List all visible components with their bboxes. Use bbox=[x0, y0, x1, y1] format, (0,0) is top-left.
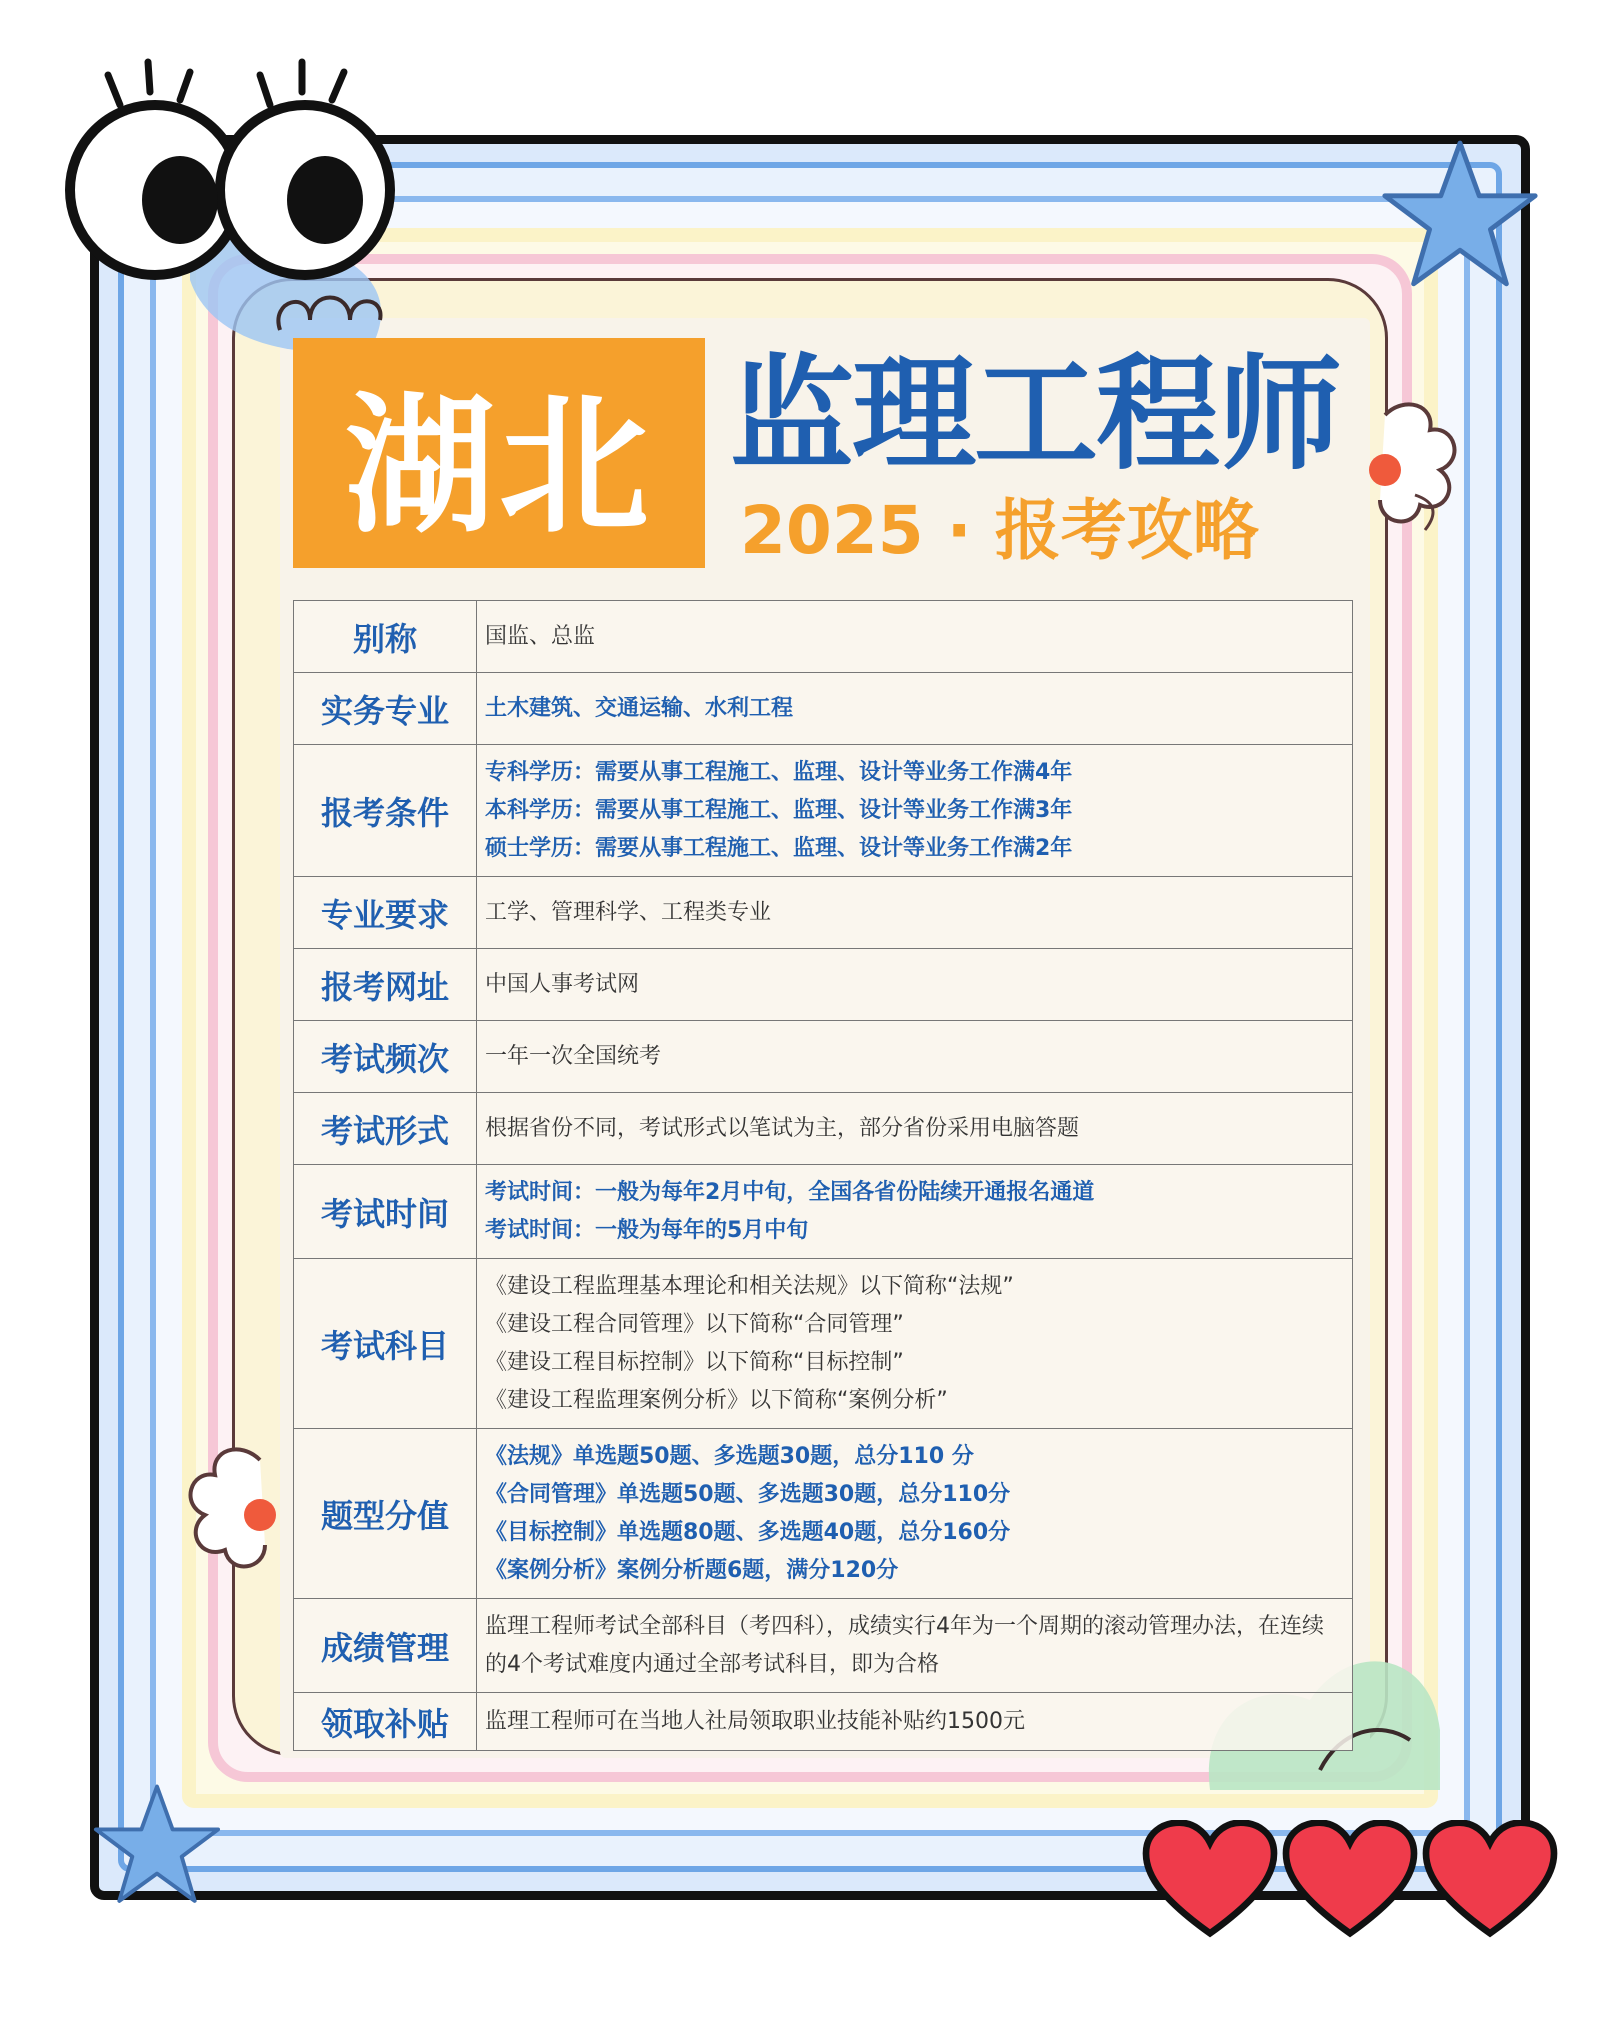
table-row bbox=[294, 949, 1353, 1021]
row-label: 考试科目 bbox=[294, 1259, 477, 1429]
cartoon-eyes-icon bbox=[40, 30, 420, 370]
row-label: 考试形式 bbox=[294, 1093, 477, 1165]
row-value-line: 《法规》单选题50题、多选题30题，总分110 分 bbox=[485, 1443, 974, 1469]
row-label: 考试频次 bbox=[294, 1021, 477, 1093]
table-row bbox=[294, 1165, 1353, 1259]
row-value-line: 《案例分析》案例分析题6题，满分120分 bbox=[485, 1557, 899, 1583]
page-title: 监理工程师 bbox=[730, 343, 1341, 487]
table-row bbox=[294, 1429, 1353, 1599]
row-value bbox=[477, 745, 1353, 877]
row-value-line: 《建设工程目标控制》以下简称“目标控制” bbox=[485, 1349, 904, 1375]
row-value bbox=[477, 673, 1353, 745]
heart-icon bbox=[1140, 1820, 1280, 1940]
info-table bbox=[293, 600, 1353, 1751]
row-value-line: 《目标控制》单选题80题、多选题40题，总分160分 bbox=[485, 1519, 1011, 1545]
row-label: 别称 bbox=[294, 601, 477, 673]
row-value bbox=[477, 877, 1353, 949]
heart-icon bbox=[1280, 1820, 1420, 1940]
flower-icon bbox=[1355, 395, 1465, 535]
row-label: 成绩管理 bbox=[294, 1599, 477, 1693]
row-value bbox=[477, 1599, 1353, 1693]
table-row bbox=[294, 745, 1353, 877]
row-value-line: 考试时间：一般为每年2月中旬，全国各省份陆续开通报名通道 bbox=[485, 1179, 1095, 1205]
row-value-line: 专科学历：需要从事工程施工、监理、设计等业务工作满4年 bbox=[485, 759, 1073, 785]
row-label: 考试时间 bbox=[294, 1165, 477, 1259]
table-row bbox=[294, 1021, 1353, 1093]
row-label: 领取补贴 bbox=[294, 1693, 477, 1751]
row-value-line: 硕士学历：需要从事工程施工、监理、设计等业务工作满2年 bbox=[485, 835, 1073, 861]
table-row bbox=[294, 1599, 1353, 1693]
row-value-line: 国监、总监 bbox=[485, 623, 596, 649]
row-value bbox=[477, 601, 1353, 673]
row-value-line: 《建设工程合同管理》以下简称“合同管理” bbox=[485, 1311, 904, 1337]
row-value bbox=[477, 1093, 1353, 1165]
row-label: 实务专业 bbox=[294, 673, 477, 745]
row-value-line: 监理工程师可在当地人社局领取职业技能补贴约1500元 bbox=[485, 1708, 1025, 1734]
heart-icon bbox=[1420, 1820, 1560, 1940]
row-value-line: 《建设工程监理基本理论和相关法规》以下简称“法规” bbox=[485, 1273, 1014, 1299]
flower-icon bbox=[180, 1440, 290, 1580]
table-row bbox=[294, 673, 1353, 745]
row-value-line: 《合同管理》单选题50题、多选题30题，总分110分 bbox=[485, 1481, 1011, 1507]
row-label: 题型分值 bbox=[294, 1429, 477, 1599]
table-row bbox=[294, 601, 1353, 673]
row-value-line: 考试时间：一般为每年的5月中旬 bbox=[485, 1217, 809, 1243]
row-value bbox=[477, 1429, 1353, 1599]
row-value-line: 监理工程师考试全部科目（考四科），成绩实行4年为一个周期的滚动管理办法，在连续的4个考试难度内通过全部考试科目，即为合格 bbox=[485, 1613, 1324, 1677]
row-label: 专业要求 bbox=[294, 877, 477, 949]
row-value bbox=[477, 1021, 1353, 1093]
table-row bbox=[294, 877, 1353, 949]
region-title: 湖北 bbox=[344, 380, 653, 554]
table-row bbox=[294, 1259, 1353, 1429]
row-value-line: 《建设工程监理案例分析》以下简称“案例分析” bbox=[485, 1387, 948, 1413]
row-value-line: 工学、管理科学、工程类专业 bbox=[485, 899, 772, 925]
row-value-line: 一年一次全国统考 bbox=[485, 1043, 662, 1069]
row-value-line: 根据省份不同，考试形式以笔试为主，部分省份采用电脑答题 bbox=[485, 1115, 1080, 1141]
table-row bbox=[294, 1093, 1353, 1165]
table-row bbox=[294, 1693, 1353, 1751]
row-label: 报考网址 bbox=[294, 949, 477, 1021]
star-icon bbox=[1380, 130, 1540, 300]
row-value bbox=[477, 1259, 1353, 1429]
row-value bbox=[477, 949, 1353, 1021]
row-value bbox=[477, 1693, 1353, 1751]
star-icon bbox=[92, 1780, 222, 1910]
region-badge bbox=[293, 338, 705, 568]
row-label: 报考条件 bbox=[294, 745, 477, 877]
page-subtitle: 2025 · 报考攻略 bbox=[740, 492, 1259, 569]
row-value-line: 本科学历：需要从事工程施工、监理、设计等业务工作满3年 bbox=[485, 797, 1073, 823]
row-value-line: 中国人事考试网 bbox=[485, 971, 640, 997]
row-value-line: 土木建筑、交通运输、水利工程 bbox=[485, 695, 794, 721]
row-value bbox=[477, 1165, 1353, 1259]
